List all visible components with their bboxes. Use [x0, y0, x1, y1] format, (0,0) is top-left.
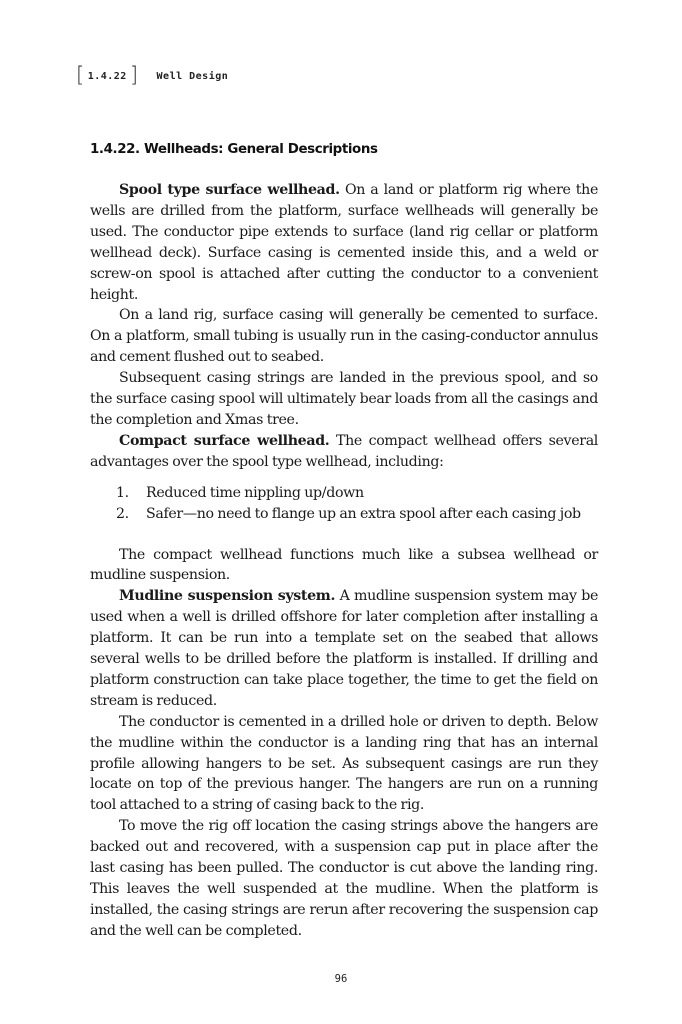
list-item-text: Reduced time nippling up/down — [146, 484, 364, 501]
run-in-heading-mudline: Mudline suspension system. — [119, 588, 336, 605]
list-item-number: 2. — [116, 505, 129, 522]
list-item — [90, 504, 598, 525]
running-head-title: Well Design — [156, 71, 229, 82]
list-item — [90, 483, 598, 504]
paragraph-spool-type — [90, 180, 598, 305]
section-heading: 1.4.22. Wellheads: General Descriptions — [90, 142, 378, 157]
paragraph: On a land rig, surface casing will generally be cemented to surface. On a platform, small tubing is usually run in the casing-conductor annulus and cement flushed out to seabed. — [90, 307, 598, 366]
paragraph: The compact wellhead functions much like a subsea wellhead or mudline suspension. — [90, 546, 598, 584]
spacer — [90, 537, 598, 545]
paragraph-compact — [90, 431, 598, 473]
list-item-number: 1. — [116, 484, 129, 501]
paragraph: To move the rig off location the casing strings above the hangers are backed out and recovered, with a suspension cap put in place after the last casing has been pulled. The conductor is cut above the landing ring. This leaves the well suspended at the mudline. When the platform is installed, the casing strings are rerun after recovering the suspension cap and the well can be completed. — [90, 818, 598, 939]
bracket-open: [ — [76, 63, 85, 87]
running-head — [76, 63, 229, 87]
paragraph: Subsequent casing strings are landed in the previous spool, and so the surface casing spool will ultimately bear loads from all the casings and the completion and Xmas tree. — [90, 370, 598, 428]
paragraph-mudline — [90, 586, 598, 711]
page-number: 96 — [334, 973, 348, 985]
run-in-heading-compact: Compact surface wellhead. — [119, 432, 330, 449]
run-in-heading-spool: Spool type surface wellhead. — [119, 182, 340, 198]
advantages-list — [90, 483, 598, 525]
paragraph-text: On a land or platform rig where the wells are drilled from the platform, surface wellheads will generally be used. The conductor pipe extends to surface (land rig cellar or platform wellhead deck). Surface casing is cemented inside this, and a weld or screw-on spool is attached after cutting the conductor to a convenient height. — [90, 182, 598, 303]
body-text — [90, 180, 598, 942]
running-head-section-number: 1.4.22 — [87, 71, 127, 82]
bracket-close: ] — [129, 63, 139, 87]
paragraph-text: The compact wellhead offers several advantages over the spool type wellhead, including: — [90, 432, 598, 470]
list-item-text: Safer—no need to flange up an extra spool after each casing job — [146, 505, 581, 522]
paragraph: The conductor is cemented in a drilled hole or driven to depth. Below the mudline within the conductor is a landing ring that has an internal profile allowing hangers to be set. As subsequent casings are run they locate on top of the previous hanger. The hangers are run on a running tool attached to a string of casing back to the rig. — [90, 713, 598, 814]
paragraph-text: A mudline suspension system may be used when a well is drilled offshore for later completion after installing a platform. It can be run into a template set on the seabed that allows several wells to be drilled before the platform is installed. If drilling and platform construction can take place together, the time to get the field on stream is reduced. — [90, 588, 599, 709]
